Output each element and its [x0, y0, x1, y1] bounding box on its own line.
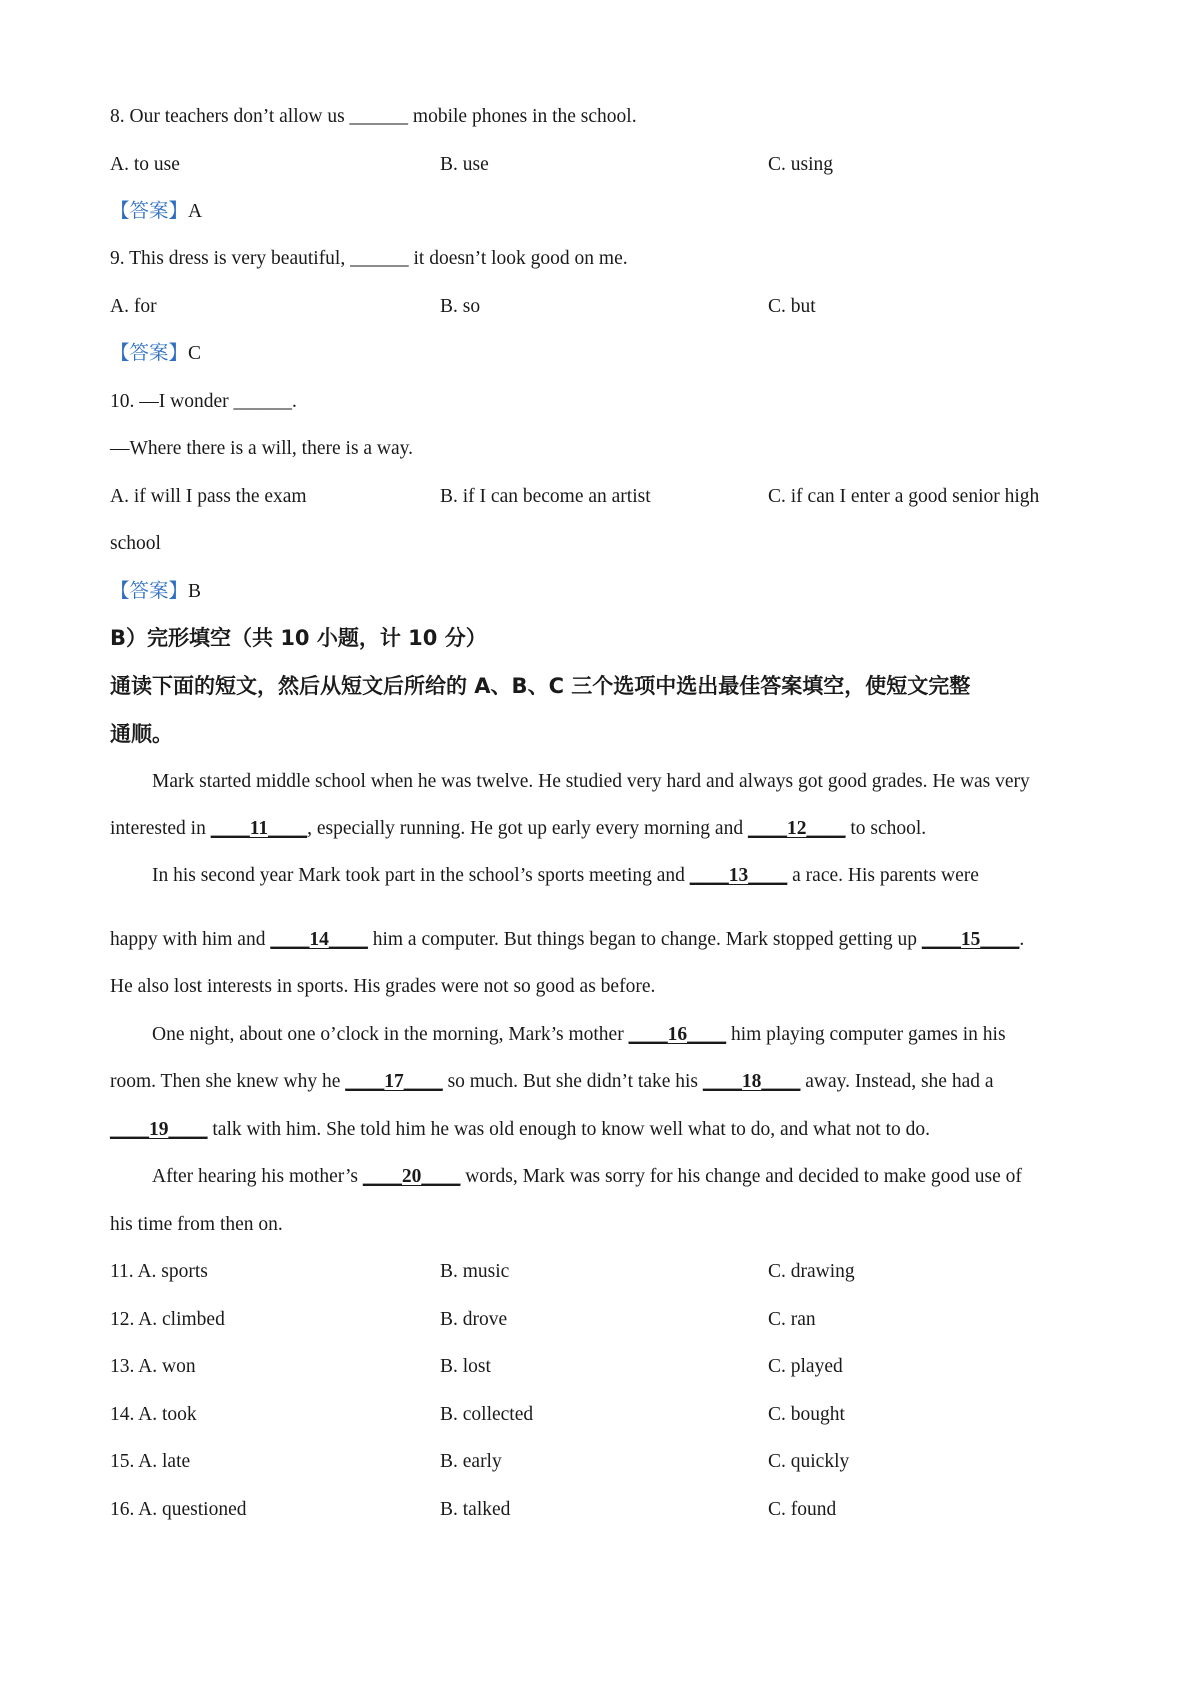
q8-option-a: A. to use: [110, 154, 180, 175]
text: away. Instead, she had a: [800, 1071, 994, 1092]
text: words, Mark was sorry for his change and decided to make good use of: [460, 1166, 1022, 1187]
option-13-a: 13. A. won: [110, 1356, 196, 1377]
passage-p2-line3: He also lost interests in sports. His grades were not so good as before.: [110, 976, 656, 997]
passage-p4-line2: his time from then on.: [110, 1214, 283, 1235]
blank-17: ____17____: [345, 1071, 443, 1092]
text: to school.: [845, 818, 927, 839]
q10-option-c: C. if can I enter a good senior high: [768, 486, 1040, 507]
passage-p2-line1: [152, 866, 979, 886]
text: , especially running. He got up early every morning and: [307, 818, 748, 839]
question-10-stem: 10. —I wonder ______.: [110, 391, 297, 412]
section-b-title: B）完形填空（共 10 小题，计 10 分）: [110, 626, 487, 650]
option-16-c: C. found: [768, 1499, 837, 1520]
text: After hearing his mother’s: [152, 1166, 363, 1187]
option-11-b: B. music: [440, 1261, 510, 1282]
q9-answer: [110, 344, 201, 364]
answer-tag: 【答案】: [110, 343, 189, 364]
section-b-instruction: 通读下面的短文，然后从短文后所给的 A、B、C 三个选项中选出最佳答案填空，使短文完整: [110, 674, 971, 698]
text: .: [1019, 929, 1025, 950]
option-15-a: 15. A. late: [110, 1451, 191, 1472]
answer-tag: 【答案】: [110, 201, 189, 222]
option-12-a: 12. A. climbed: [110, 1309, 225, 1330]
passage-p2-line2: [110, 930, 1024, 950]
blank-15: ____15____: [921, 929, 1020, 950]
option-12-b: B. drove: [440, 1309, 508, 1330]
text: One night, about one o’clock in the morning, Mark’s mother: [152, 1024, 629, 1045]
q10-option-a: A. if will I pass the exam: [110, 486, 307, 507]
question-8-stem: 8. Our teachers don’t allow us ______ mobile phones in the school.: [110, 106, 637, 127]
option-12-c: C. ran: [768, 1309, 816, 1330]
passage-p1-line2: [110, 819, 926, 839]
text: happy with him and: [110, 929, 271, 950]
text: In his second year Mark took part in the school’s sports meeting and: [152, 865, 690, 886]
text: interested in: [110, 818, 211, 839]
q9-option-b: B. so: [440, 296, 481, 317]
answer-tag: 【答案】: [110, 581, 189, 602]
text: talk with him. She told him he was old enough to know well what to do, and what not to do.: [207, 1119, 931, 1140]
answer-value: A: [188, 201, 203, 222]
q8-option-b: B. use: [440, 154, 489, 175]
option-13-b: B. lost: [440, 1356, 491, 1377]
passage-p3-line3: [110, 1120, 930, 1140]
text: so much. But she didn’t take his: [442, 1071, 703, 1092]
option-13-c: C. played: [768, 1356, 843, 1377]
option-11-a: 11. A. sports: [110, 1261, 208, 1282]
q9-option-c: C. but: [768, 296, 816, 317]
q8-option-c: C. using: [768, 154, 834, 175]
blank-20: ____20____: [362, 1166, 461, 1187]
q10-option-b: B. if I can become an artist: [440, 486, 651, 507]
option-11-c: C. drawing: [768, 1261, 855, 1282]
passage-p4-line1: [152, 1167, 1022, 1187]
blank-13: ____13____: [689, 865, 788, 886]
option-15-c: C. quickly: [768, 1451, 850, 1472]
text: him playing computer games in his: [726, 1024, 1006, 1045]
text: a race. His parents were: [787, 865, 979, 886]
section-b-instruction-cont: 通顺。: [110, 722, 173, 746]
option-14-b: B. collected: [440, 1404, 534, 1425]
blank-19: ____19____: [110, 1119, 208, 1140]
blank-16: ____16____: [628, 1024, 727, 1045]
passage-p3-line2: [110, 1072, 994, 1092]
q10-answer: [110, 582, 201, 602]
answer-value: B: [188, 581, 202, 602]
option-16-a: 16. A. questioned: [110, 1499, 247, 1520]
blank-18: ____18____: [702, 1071, 801, 1092]
option-16-b: B. talked: [440, 1499, 511, 1520]
blank-14: ____14____: [270, 929, 368, 950]
passage-p1-line1: Mark started middle school when he was twelve. He studied very hard and always got good grades. He was very: [152, 771, 1030, 792]
text: him a computer. But things began to change. Mark stopped getting up: [367, 929, 922, 950]
question-10-reply: —Where there is a will, there is a way.: [110, 438, 414, 459]
option-14-c: C. bought: [768, 1404, 845, 1425]
text: room. Then she knew why he: [110, 1071, 346, 1092]
passage-p3-line1: [152, 1025, 1006, 1045]
blank-11: ____11____: [210, 818, 308, 839]
question-9-stem: 9. This dress is very beautiful, ______ it doesn’t look good on me.: [110, 248, 628, 269]
blank-12: ____12____: [747, 818, 846, 839]
answer-value: C: [188, 343, 202, 364]
q9-option-a: A. for: [110, 296, 157, 317]
q8-answer: [110, 202, 202, 222]
q10-option-c-continued: school: [110, 533, 161, 554]
option-14-a: 14. A. took: [110, 1404, 197, 1425]
option-15-b: B. early: [440, 1451, 502, 1472]
